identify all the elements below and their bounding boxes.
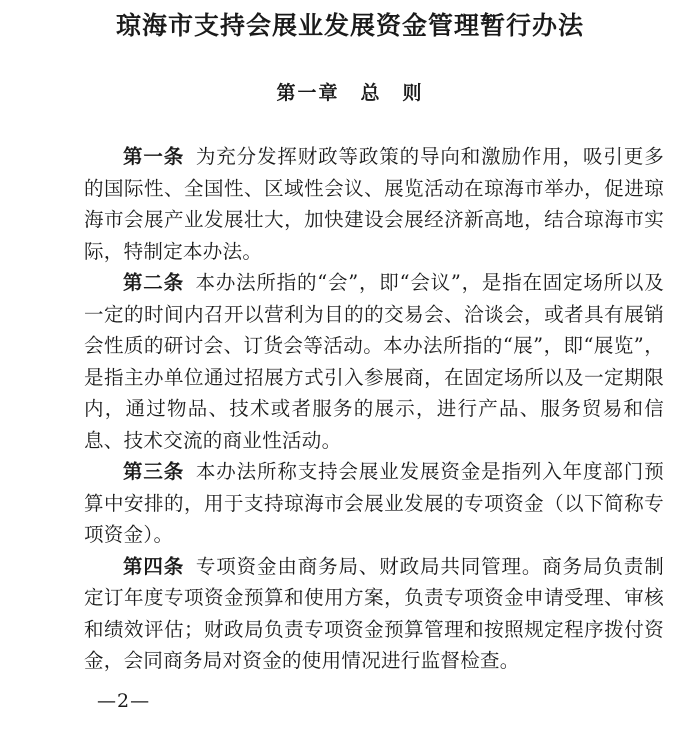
article-text: 为充分发挥财政等政策的导向和激励作用，吸引更多的国际性、全国性、区域性会议、展览活动在琼海市举办，促进琼海市会展产业发展壮大，加快建设会展经济新高地，结合琼海市实际，特制定本办法。	[84, 145, 664, 263]
article-number: 第一条	[123, 145, 185, 168]
article-2	[84, 267, 664, 456]
page-number: —2—	[97, 690, 151, 712]
article-4	[84, 551, 664, 677]
article-number: 第二条	[123, 271, 184, 294]
chapter-title: 第一章 总 则	[276, 82, 424, 104]
article-number: 第三条	[123, 460, 185, 483]
article-number: 第四条	[123, 554, 185, 578]
article-text: 本办法所称支持会展业发展资金是指列入年度部门预算中安排的，用于支持琼海市会展业发展的专项资金（以下简称专项资金）。	[84, 460, 664, 546]
articles-body	[84, 141, 664, 677]
article-text: 本办法所指的“会”，即“会议”，是指在固定场所以及一定的时间内召开以营利为目的的交易会、洽谈会，或者具有展销会性质的研讨会、订货会等活动。本办法所指的“展”，即“展览”，是指主办单位通过招展方式引入参展商，在固定场所以及一定期限内，通过物品、技术或者服务的展示，进行产品、服务贸易和信息、技术交流的商业性活动。	[84, 271, 664, 452]
document-title: 琼海市支持会展业发展资金管理暂行办法	[115, 11, 584, 40]
article-3	[84, 456, 664, 551]
article-1	[84, 141, 664, 267]
article-text: 专项资金由商务局、财政局共同管理。商务局负责制定订年度专项资金预算和使用方案，负责专项资金申请受理、审核和绩效评估；财政局负责专项资金预算管理和按照规定程序拨付资金，会同商务局对资金的使用情况进行监督检查。	[84, 554, 664, 672]
